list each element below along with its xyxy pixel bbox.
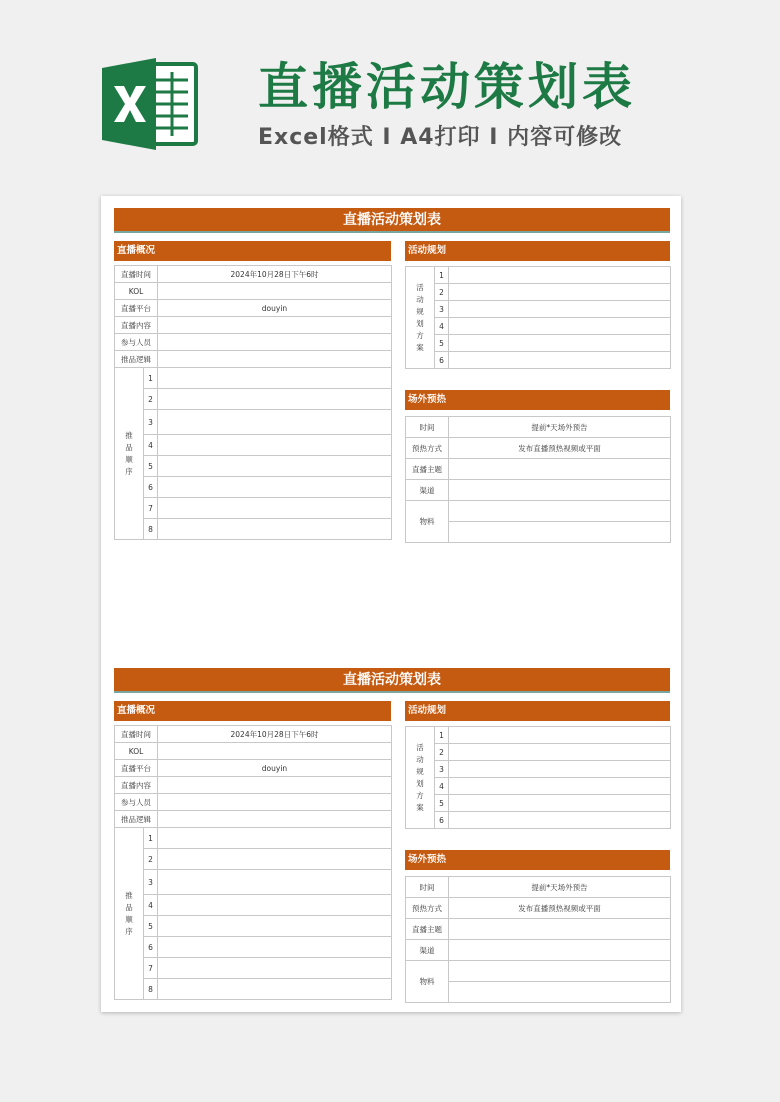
row-value[interactable] [158, 351, 392, 368]
material-cell[interactable] [449, 522, 671, 543]
table-row [406, 301, 671, 318]
plan-number: 5 [435, 795, 449, 812]
section-header-plan: 活动规划 [405, 701, 670, 721]
row-label: 物料 [406, 961, 449, 1003]
sequence-number: 1 [144, 368, 158, 389]
print-page [101, 196, 681, 1012]
sequence-number: 6 [144, 477, 158, 498]
sequence-number: 4 [144, 435, 158, 456]
section-header-overview: 直播概况 [114, 701, 391, 721]
plan-number: 5 [435, 335, 449, 352]
material-cell[interactable] [449, 961, 671, 982]
row-value[interactable] [158, 334, 392, 351]
plan-cell[interactable] [449, 352, 671, 369]
row-label: KOL [115, 283, 158, 300]
plan-label-text: 活动规划方案 [416, 742, 424, 812]
plan-sheet-2 [114, 668, 670, 1004]
table-row [406, 919, 671, 940]
row-label: 预热方式 [406, 438, 449, 459]
plan-cell[interactable] [449, 335, 671, 352]
table-row [115, 828, 392, 849]
row-label: 直播内容 [115, 777, 158, 794]
plan-cell[interactable] [449, 301, 671, 318]
row-value[interactable] [449, 459, 671, 480]
row-label: 直播主题 [406, 459, 449, 480]
plan-sheet-1 [114, 208, 670, 544]
sequence-cell[interactable] [158, 828, 392, 849]
table-row [406, 267, 671, 284]
plan-number: 3 [435, 301, 449, 318]
row-label: 推品逻辑 [115, 811, 158, 828]
table-row [115, 300, 392, 317]
sequence-cell[interactable] [158, 456, 392, 477]
row-label: 渠道 [406, 940, 449, 961]
overview-table [114, 725, 392, 1000]
plan-cell[interactable] [449, 795, 671, 812]
plan-cell[interactable] [449, 744, 671, 761]
row-label: 直播平台 [115, 760, 158, 777]
plan-table [405, 266, 671, 369]
table-row [406, 284, 671, 301]
table-row [115, 317, 392, 334]
sequence-label-text: 推品顺序 [125, 430, 133, 476]
table-row [406, 335, 671, 352]
sequence-cell[interactable] [158, 937, 392, 958]
row-value[interactable] [158, 283, 392, 300]
plan-table [405, 726, 671, 829]
plan-number: 4 [435, 318, 449, 335]
row-label: 预热方式 [406, 898, 449, 919]
row-value[interactable] [158, 317, 392, 334]
row-label: 直播平台 [115, 300, 158, 317]
row-value[interactable]: 发布直播预热视频或平面 [449, 438, 671, 459]
plan-number: 6 [435, 352, 449, 369]
sequence-cell[interactable] [158, 410, 392, 435]
row-label: 渠道 [406, 480, 449, 501]
row-value[interactable] [158, 743, 392, 760]
table-row [115, 979, 392, 1000]
warmup-table [405, 416, 671, 543]
table-row [115, 937, 392, 958]
row-value[interactable]: 2024年10月28日下午6时 [158, 726, 392, 743]
table-row [115, 283, 392, 300]
plan-cell[interactable] [449, 284, 671, 301]
sequence-number: 1 [144, 828, 158, 849]
row-value[interactable] [158, 811, 392, 828]
table-row [406, 744, 671, 761]
table-row [115, 760, 392, 777]
row-value[interactable]: douyin [158, 300, 392, 317]
table-row [115, 870, 392, 895]
row-label: 参与人员 [115, 794, 158, 811]
plan-cell[interactable] [449, 761, 671, 778]
table-row [406, 459, 671, 480]
table-row [115, 498, 392, 519]
table-row [406, 438, 671, 459]
sequence-number: 2 [144, 389, 158, 410]
plan-number: 2 [435, 284, 449, 301]
table-row [406, 961, 671, 982]
row-label: 物料 [406, 501, 449, 543]
table-row [115, 456, 392, 477]
sequence-number: 2 [144, 849, 158, 870]
row-value[interactable] [158, 794, 392, 811]
row-label: 直播主题 [406, 919, 449, 940]
sequence-number: 5 [144, 456, 158, 477]
sequence-cell[interactable] [158, 958, 392, 979]
row-value[interactable] [449, 480, 671, 501]
table-row [115, 389, 392, 410]
sequence-number: 7 [144, 958, 158, 979]
table-row [406, 898, 671, 919]
sequence-cell[interactable] [158, 519, 392, 540]
row-label: 直播时间 [115, 266, 158, 283]
row-value[interactable]: 提前*天场外预告 [449, 877, 671, 898]
sequence-number: 6 [144, 937, 158, 958]
sequence-cell[interactable] [158, 477, 392, 498]
section-header-warmup: 场外预热 [405, 390, 670, 410]
table-row [115, 743, 392, 760]
row-label: 直播时间 [115, 726, 158, 743]
row-value[interactable]: douyin [158, 760, 392, 777]
sequence-number: 7 [144, 498, 158, 519]
sequence-number: 3 [144, 410, 158, 435]
sequence-cell[interactable] [158, 870, 392, 895]
table-row [115, 266, 392, 283]
section-header-overview: 直播概况 [114, 241, 391, 261]
row-label: 参与人员 [115, 334, 158, 351]
plan-cell[interactable] [449, 318, 671, 335]
table-row [115, 794, 392, 811]
row-value[interactable]: 发布直播预热视频或平面 [449, 898, 671, 919]
table-row [115, 958, 392, 979]
row-value[interactable]: 提前*天场外预告 [449, 417, 671, 438]
table-row [115, 726, 392, 743]
sequence-cell[interactable] [158, 849, 392, 870]
row-label: 推品逻辑 [115, 351, 158, 368]
sequence-number: 8 [144, 979, 158, 1000]
table-row [406, 778, 671, 795]
plan-label-text: 活动规划方案 [416, 282, 424, 352]
promo-title: 直播活动策划表 [258, 58, 636, 116]
plan-number: 4 [435, 778, 449, 795]
table-row [115, 351, 392, 368]
table-row [406, 318, 671, 335]
table-row [115, 777, 392, 794]
table-row [406, 352, 671, 369]
promo-subtitle: Excel格式 I A4打印 I 内容可修改 [258, 125, 623, 150]
plan-label [406, 267, 435, 369]
table-row [115, 334, 392, 351]
plan-number: 1 [435, 727, 449, 744]
plan-number: 2 [435, 744, 449, 761]
row-label: 直播内容 [115, 317, 158, 334]
overview-table [114, 265, 392, 540]
table-row [115, 519, 392, 540]
row-label: KOL [115, 743, 158, 760]
sequence-cell[interactable] [158, 895, 392, 916]
table-row [115, 849, 392, 870]
sheet-title: 直播活动策划表 [114, 668, 670, 693]
table-row [115, 368, 392, 389]
table-row [406, 812, 671, 829]
excel-logo-icon [100, 56, 200, 152]
section-header-plan: 活动规划 [405, 241, 670, 261]
table-row [406, 727, 671, 744]
sequence-number: 3 [144, 870, 158, 895]
sequence-cell[interactable] [158, 368, 392, 389]
sequence-cell[interactable] [158, 979, 392, 1000]
sequence-label [115, 368, 144, 540]
material-cell[interactable] [449, 982, 671, 1003]
plan-cell[interactable] [449, 727, 671, 744]
row-value[interactable] [449, 940, 671, 961]
row-value[interactable]: 2024年10月28日下午6时 [158, 266, 392, 283]
table-row [115, 811, 392, 828]
table-row [115, 410, 392, 435]
plan-cell[interactable] [449, 778, 671, 795]
plan-number: 3 [435, 761, 449, 778]
row-label: 时间 [406, 877, 449, 898]
plan-label [406, 727, 435, 829]
sequence-cell[interactable] [158, 435, 392, 456]
sequence-cell[interactable] [158, 916, 392, 937]
sheet-title: 直播活动策划表 [114, 208, 670, 233]
plan-cell[interactable] [449, 267, 671, 284]
row-label: 时间 [406, 417, 449, 438]
table-row [115, 477, 392, 498]
sequence-label-text: 推品顺序 [125, 890, 133, 936]
sequence-number: 4 [144, 895, 158, 916]
sequence-cell[interactable] [158, 498, 392, 519]
plan-number: 1 [435, 267, 449, 284]
plan-number: 6 [435, 812, 449, 829]
table-row [406, 501, 671, 522]
sequence-number: 8 [144, 519, 158, 540]
sequence-label [115, 828, 144, 1000]
section-header-warmup: 场外预热 [405, 850, 670, 870]
table-row [115, 895, 392, 916]
sequence-number: 5 [144, 916, 158, 937]
plan-cell[interactable] [449, 812, 671, 829]
table-row [115, 435, 392, 456]
row-value[interactable] [449, 919, 671, 940]
table-row [406, 940, 671, 961]
table-row [406, 877, 671, 898]
table-row [406, 795, 671, 812]
table-row [115, 916, 392, 937]
table-row [406, 480, 671, 501]
table-row [406, 417, 671, 438]
table-row [406, 761, 671, 778]
sequence-cell[interactable] [158, 389, 392, 410]
row-value[interactable] [158, 777, 392, 794]
material-cell[interactable] [449, 501, 671, 522]
warmup-table [405, 876, 671, 1003]
